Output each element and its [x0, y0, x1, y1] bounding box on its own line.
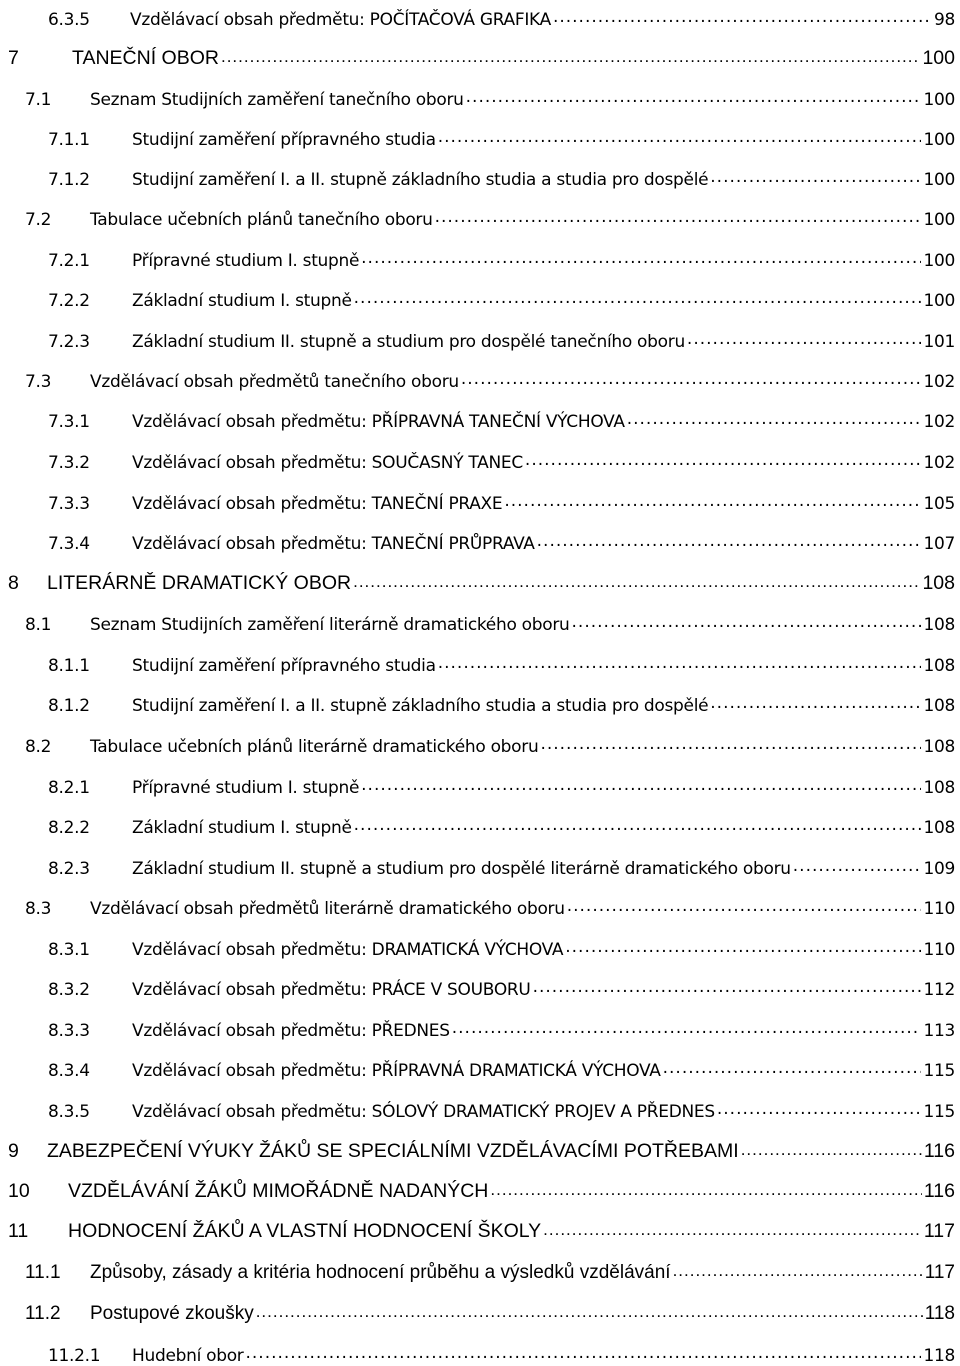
toc-entry-page-number: 118 — [923, 1346, 955, 1366]
toc-entry-page-number: 108 — [922, 572, 955, 594]
toc-entry-number: 7.1.2 — [48, 170, 90, 190]
toc-entry-title: Vzdělávací obsah předmětu: PŘÍPRAVNÁ DRAMATICKÁ VÝCHOVA — [132, 1061, 661, 1081]
dot-leader — [537, 524, 922, 554]
toc-entry-page-number: 100 — [923, 210, 955, 230]
toc-entry-title: ZABEZPEČENÍ VÝUKY ŽÁKŮ SE SPECIÁLNÍMI VZDĚLÁVACÍMI POTŘEBAMI — [47, 1140, 739, 1162]
toc-entry-title: Základní studium II. stupně a studium pro dospělé literárně dramatického oboru — [132, 859, 791, 879]
toc-entry-title: Hudební obor — [132, 1346, 244, 1366]
toc-entry-number: 8.1.2 — [48, 696, 90, 716]
toc-entry[interactable] — [48, 160, 955, 190]
dot-leader — [353, 565, 920, 595]
toc-entry-title: HODNOCENÍ ŽÁKŮ A VLASTNÍ HODNOCENÍ ŠKOLY — [68, 1220, 542, 1242]
toc-entry-number: 7.3.4 — [48, 534, 90, 554]
toc-entry-number: 7.1 — [25, 90, 52, 110]
toc-entry-title: Vzdělávací obsah předmětu: DRAMATICKÁ VÝCHOVA — [132, 940, 564, 960]
toc-entry-title: Vzdělávací obsah předmětu: PRÁCE V SOUBORU — [132, 980, 531, 1000]
dot-leader — [663, 1051, 922, 1081]
toc-entry[interactable] — [8, 1213, 955, 1243]
dot-leader — [490, 1173, 922, 1203]
toc-entry-number: 9 — [8, 1140, 19, 1162]
toc-entry-title: Vzdělávací obsah předmětu: SÓLOVÝ DRAMATICKÝ PROJEV A PŘEDNES — [132, 1102, 715, 1122]
toc-entry[interactable] — [48, 1051, 955, 1081]
toc-entry-number: 7.3 — [25, 372, 52, 392]
toc-entry-number: 8.3 — [25, 899, 52, 919]
dot-leader — [256, 1295, 923, 1325]
toc-entry-page-number: 100 — [923, 130, 955, 150]
toc-entry-page-number: 110 — [923, 940, 955, 960]
toc-entry-title: Studijní zaměření přípravného studia — [132, 656, 436, 676]
toc-entry-page-number: 117 — [924, 1262, 955, 1283]
dot-leader — [245, 1336, 921, 1366]
toc-entry[interactable] — [48, 484, 955, 514]
toc-entry-title: Tabulace učebních plánů tanečního oboru — [90, 210, 433, 230]
toc-entry-title: Způsoby, zásady a kritéria hodnocení průběhu a výsledků vzdělávání — [90, 1262, 671, 1283]
toc-entry[interactable] — [48, 808, 955, 838]
toc-entry-page-number: 109 — [923, 859, 955, 879]
dot-leader — [710, 160, 921, 190]
toc-entry[interactable] — [48, 1092, 955, 1122]
dot-leader — [673, 1254, 923, 1284]
toc-entry-page-number: 100 — [923, 291, 955, 311]
toc-entry[interactable] — [25, 605, 955, 635]
toc-entry-page-number: 102 — [923, 372, 955, 392]
toc-entry[interactable] — [48, 930, 955, 960]
toc-entry-number: 8.3.1 — [48, 940, 90, 960]
toc-entry[interactable] — [48, 970, 955, 1000]
toc-entry[interactable] — [25, 1295, 955, 1325]
toc-entry[interactable] — [8, 40, 955, 70]
toc-entry-number: 7.3.3 — [48, 494, 90, 514]
toc-entry-page-number: 108 — [923, 778, 955, 798]
toc-entry[interactable] — [25, 1254, 955, 1284]
toc-entry-page-number: 108 — [923, 696, 955, 716]
toc-entry-title: Postupové zkoušky — [90, 1303, 254, 1324]
dot-leader — [354, 808, 922, 838]
dot-leader — [361, 241, 921, 271]
toc-entry-number: 7.1.1 — [48, 130, 90, 150]
dot-leader — [553, 0, 932, 30]
toc-entry-title: Studijní zaměření I. a II. stupně základního studia a studia pro dospělé — [132, 696, 709, 716]
toc-entry-title: Přípravné studium I. stupně — [132, 778, 360, 798]
toc-entry-title: Seznam Studijních zaměření tanečního oboru — [90, 90, 464, 110]
dot-leader — [540, 727, 921, 757]
toc-entry-title: Vzdělávací obsah předmětu: SOUČASNÝ TANEC — [132, 453, 523, 473]
dot-leader — [543, 1213, 922, 1243]
toc-entry-title: Studijní zaměření přípravného studia — [132, 130, 436, 150]
dot-leader — [793, 849, 922, 879]
toc-entry[interactable] — [48, 768, 955, 798]
toc-entry-page-number: 100 — [922, 47, 955, 69]
dot-leader — [572, 605, 922, 635]
toc-entry-title: Vzdělávací obsah předmětů tanečního oboru — [90, 372, 459, 392]
toc-entry[interactable] — [25, 362, 955, 392]
toc-entry-page-number: 108 — [923, 818, 955, 838]
toc-entry[interactable] — [48, 443, 955, 473]
dot-leader — [717, 1092, 922, 1122]
toc-entry[interactable] — [25, 200, 955, 230]
dot-leader — [565, 930, 921, 960]
toc-entry-number: 8.2.3 — [48, 859, 90, 879]
toc-entry-number: 8.2.1 — [48, 778, 90, 798]
toc-entry-page-number: 98 — [933, 10, 955, 30]
toc-entry-number: 11.1 — [25, 1262, 61, 1283]
toc-entry-page-number: 108 — [923, 737, 955, 757]
toc-entry-page-number: 113 — [923, 1021, 955, 1041]
dot-leader — [361, 768, 921, 798]
dot-leader — [452, 1011, 922, 1041]
toc-entry[interactable] — [48, 1011, 955, 1041]
toc-entry-title: Základní studium I. stupně — [132, 291, 352, 311]
toc-entry-page-number: 117 — [923, 1220, 955, 1242]
toc-entry-number: 8.3.4 — [48, 1061, 90, 1081]
dot-leader — [525, 443, 922, 473]
toc-entry[interactable] — [8, 1133, 955, 1163]
toc-entry-title: VZDĚLÁVÁNÍ ŽÁKŮ MIMOŘÁDNĚ NADANÝCH — [68, 1180, 489, 1202]
toc-entry-number: 11 — [8, 1220, 29, 1242]
toc-entry-number: 7.2 — [25, 210, 52, 230]
toc-entry[interactable] — [48, 524, 955, 554]
toc-entry-page-number: 101 — [923, 332, 955, 352]
toc-entry-title: Tabulace učebních plánů literárně dramatického oboru — [90, 737, 539, 757]
toc-entry-number: 8.3.3 — [48, 1021, 90, 1041]
toc-entry-page-number: 116 — [923, 1140, 955, 1162]
toc-entry-title: Vzdělávací obsah předmětu: TANEČNÍ PRŮPRAVA — [132, 534, 535, 554]
dot-leader — [435, 200, 922, 230]
toc-entry-number: 7 — [8, 47, 19, 69]
toc-entry-title: Základní studium I. stupně — [132, 818, 352, 838]
toc-entry-number: 7.2.1 — [48, 251, 90, 271]
toc-entry-title: Vzdělávací obsah předmětu: TANEČNÍ PRAXE — [132, 494, 503, 514]
toc-entry-page-number: 112 — [923, 980, 955, 1000]
toc-entry-number: 7.3.1 — [48, 412, 90, 432]
toc-entry-title: LITERÁRNĚ DRAMATICKÝ OBOR — [47, 572, 352, 594]
toc-entry[interactable] — [48, 322, 955, 352]
toc-entry-title: Vzdělávací obsah předmětu: POČÍTAČOVÁ GRAFIKA — [130, 10, 551, 30]
toc-entry-title: Seznam Studijních zaměření literárně dramatického oboru — [90, 615, 570, 635]
toc-entry-page-number: 100 — [923, 170, 955, 190]
toc-entry-number: 8.2.2 — [48, 818, 90, 838]
toc-entry-number: 8.2 — [25, 737, 52, 757]
toc-entry-page-number: 102 — [923, 453, 955, 473]
toc-entry-number: 8 — [8, 572, 19, 594]
dot-leader — [627, 402, 922, 432]
toc-entry[interactable] — [48, 686, 955, 716]
toc-entry-number: 6.3.5 — [48, 10, 90, 30]
toc-entry-title: Přípravné studium I. stupně — [132, 251, 360, 271]
toc-entry-page-number: 100 — [923, 90, 955, 110]
toc-entry-page-number: 102 — [923, 412, 955, 432]
toc-entry-title: Základní studium II. stupně a studium pro dospělé tanečního oboru — [132, 332, 685, 352]
toc-entry[interactable] — [8, 565, 955, 595]
dot-leader — [567, 889, 922, 919]
toc-entry[interactable] — [48, 646, 955, 676]
toc-entry[interactable] — [48, 0, 955, 30]
toc-entry-number: 8.1.1 — [48, 656, 90, 676]
dot-leader — [533, 970, 922, 1000]
dot-leader — [504, 484, 921, 514]
toc-entry-page-number: 107 — [923, 534, 955, 554]
dot-leader — [466, 80, 922, 110]
toc-entry[interactable] — [48, 120, 955, 150]
toc-entry-page-number: 115 — [923, 1102, 955, 1122]
dot-leader — [354, 281, 922, 311]
toc-entry[interactable] — [25, 80, 955, 110]
dot-leader — [710, 686, 921, 716]
dot-leader — [438, 120, 922, 150]
toc-entry[interactable] — [48, 241, 955, 271]
toc-entry[interactable] — [48, 402, 955, 432]
toc-entry-page-number: 105 — [923, 494, 955, 514]
toc-entry[interactable] — [8, 1173, 955, 1203]
toc-entry-number: 11.2 — [25, 1303, 61, 1324]
toc-entry-title: Vzdělávací obsah předmětu: PŘEDNES — [132, 1021, 450, 1041]
toc-entry[interactable] — [48, 281, 955, 311]
dot-leader — [221, 40, 920, 70]
toc-entry-page-number: 100 — [923, 251, 955, 271]
toc-entry-number: 8.3.5 — [48, 1102, 90, 1122]
toc-entry-page-number: 115 — [923, 1061, 955, 1081]
toc-entry[interactable] — [25, 889, 955, 919]
toc-entry-page-number: 116 — [923, 1180, 955, 1202]
toc-entry-title: Vzdělávací obsah předmětů literárně dramatického oboru — [90, 899, 565, 919]
toc-entry-number: 7.2.2 — [48, 291, 90, 311]
toc-entry-number: 10 — [8, 1180, 30, 1202]
dot-leader — [741, 1133, 922, 1163]
toc-entry[interactable] — [48, 849, 955, 879]
toc-entry[interactable] — [25, 727, 955, 757]
toc-entry-page-number: 108 — [923, 615, 955, 635]
toc-entry[interactable] — [48, 1336, 955, 1366]
toc-entry-title: Studijní zaměření I. a II. stupně základního studia a studia pro dospělé — [132, 170, 709, 190]
dot-leader — [438, 646, 922, 676]
toc-entry-number: 7.2.3 — [48, 332, 90, 352]
toc-entry-page-number: 118 — [924, 1303, 955, 1324]
toc-entry-page-number: 108 — [923, 656, 955, 676]
toc-entry-number: 8.3.2 — [48, 980, 90, 1000]
toc-entry-number: 8.1 — [25, 615, 52, 635]
toc-entry-number: 11.2.1 — [48, 1346, 101, 1366]
toc-entry-title: TANEČNÍ OBOR — [72, 47, 219, 69]
dot-leader — [687, 322, 922, 352]
toc-entry-page-number: 110 — [923, 899, 955, 919]
toc-entry-title: Vzdělávací obsah předmětu: PŘÍPRAVNÁ TANEČNÍ VÝCHOVA — [132, 412, 625, 432]
toc-entry-number: 7.3.2 — [48, 453, 90, 473]
dot-leader — [461, 362, 922, 392]
